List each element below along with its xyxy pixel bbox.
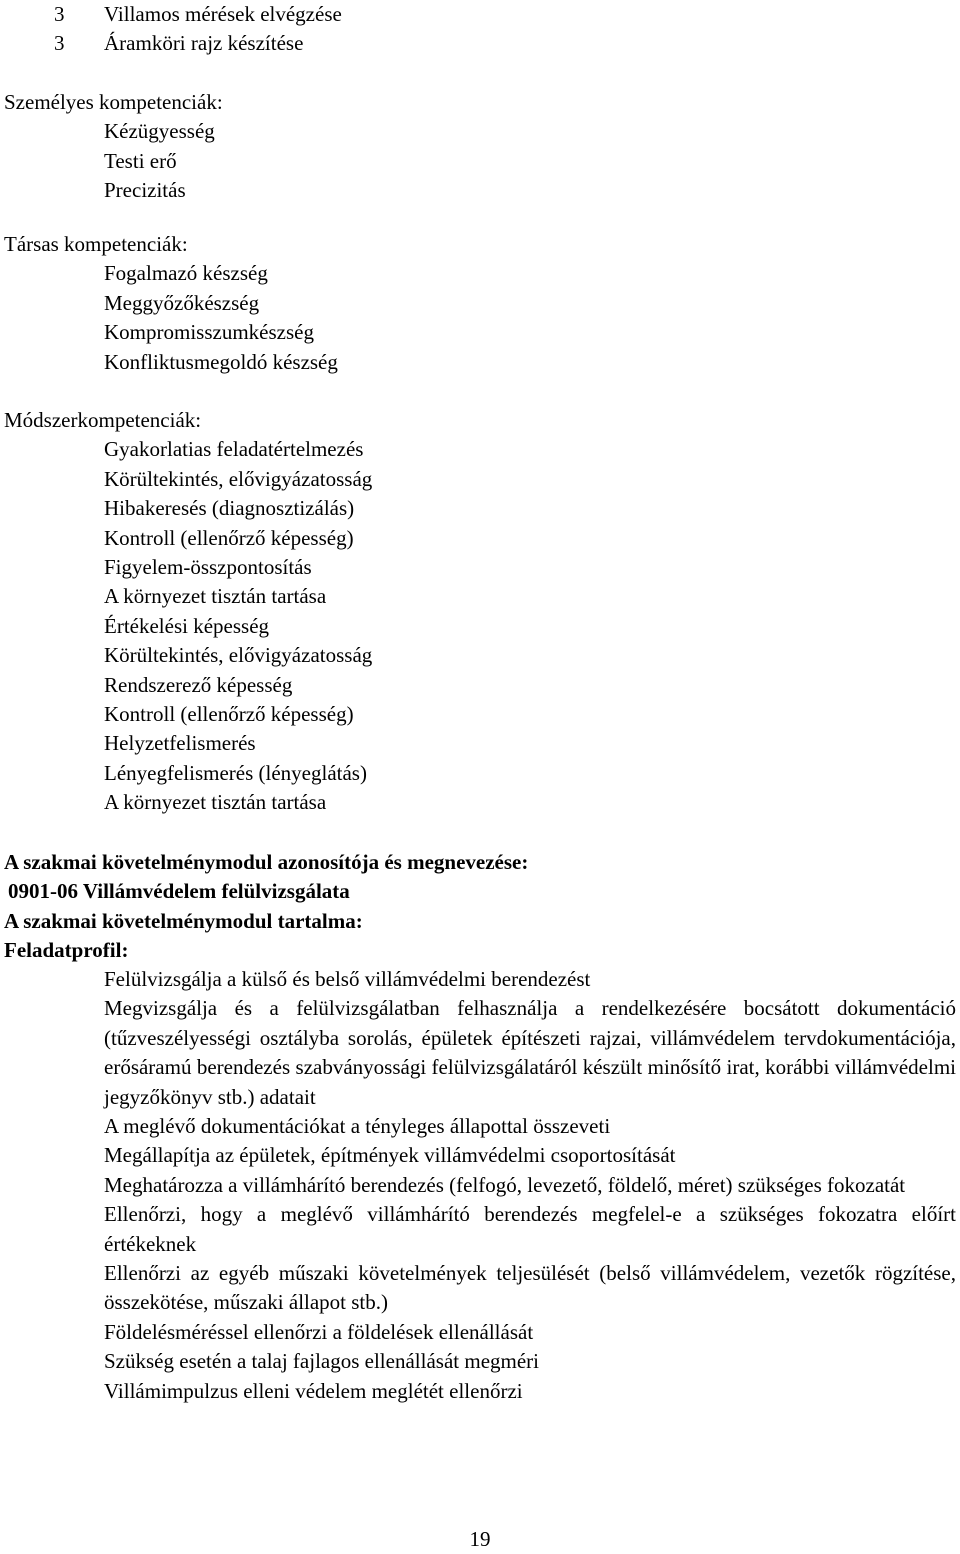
list-item: Fogalmazó készség (104, 261, 268, 286)
profile-item: Meghatározza a villámhárító berendezés (felfogó, levezető, földelő, méret) szükséges fokozatát (104, 1172, 906, 1197)
task-row (0, 29, 960, 58)
personal-competencies (0, 88, 960, 206)
section-heading: Módszerkompetenciák: (4, 408, 202, 432)
page-number: 19 (469, 1527, 491, 1551)
profile-item: Szükség esetén a talaj fajlagos ellenállását megméri (104, 1349, 539, 1374)
section-heading: Társas kompetenciák: (4, 232, 188, 256)
task-text: Áramköri rajz készítése (104, 31, 304, 56)
task-text: Villamos mérések elvégzése (104, 2, 342, 26)
list-item: Hibakeresés (diagnosztizálás) (104, 496, 355, 521)
profile-item: Felülvizsgálja a külső és belső villámvédelmi berendezést (104, 967, 591, 991)
task-level: 3 (54, 31, 65, 56)
list-item: Konfliktusmegoldó készség (104, 349, 338, 374)
profile-item: Ellenőrzi, hogy a meglévő villámhárító berendezés megfelel-e a szükséges fokozatra előírt értékeknek (104, 1202, 956, 1256)
list-item: Gyakorlatias feladatértelmezés (104, 437, 364, 462)
list-item: Kontroll (ellenőrző képesség) (104, 701, 354, 726)
module-content-heading: A szakmai követelménymodul tartalma: (4, 908, 363, 933)
profile-item: Villámimpulzus elleni védelem meglétét ellenőrzi (104, 1378, 523, 1403)
list-item: Kompromisszumkészség (104, 320, 314, 345)
task-profile-list (0, 965, 960, 1406)
list-item: Körültekintés, elővigyázatosság (104, 643, 373, 668)
list-item: Kézügyesség (104, 119, 215, 144)
list-item: Helyzetfelismerés (104, 731, 256, 756)
module-header (0, 848, 960, 966)
module-id-heading: A szakmai követelménymodul azonosítója és megnevezése: (4, 850, 529, 874)
list-item: Testi erő (104, 148, 177, 173)
section-heading: Személyes kompetenciák: (4, 90, 223, 114)
list-item: Lényegfelismerés (lényeglátás) (104, 760, 367, 785)
list-item: Értékelési képesség (104, 613, 270, 638)
list-item: Körültekintés, elővigyázatosság (104, 466, 373, 491)
task-row (0, 0, 960, 29)
profile-item: A meglévő dokumentációkat a tényleges állapottal összeveti (104, 1114, 611, 1139)
list-item: Kontroll (ellenőrző képesség) (104, 525, 354, 550)
method-competencies (0, 406, 960, 817)
list-item: Meggyőzőkészség (104, 290, 260, 315)
profile-item: Megvizsgálja és a felülvizsgálatban felhasználja a rendelkezésére bocsátott dokumentáció (tűzveszélyességi osztályba sorolás, épületek építészeti rajzai, villámvédelem tervdokumentációja, erősáramú berendezés szabványossági felülvizsgálatáról készült minősítő irat, korábbi villámvédelmi jegyzőkönyv stb.) adatait (104, 996, 956, 1109)
list-item: Figyelem-összpontosítás (104, 554, 312, 579)
task-list (0, 0, 960, 59)
task-level: 3 (54, 2, 65, 26)
list-item: Precizitás (104, 178, 186, 203)
list-item: A környezet tisztán tartása (104, 584, 327, 609)
profile-item: Földelésméréssel ellenőrzi a földelések ellenállását (104, 1319, 534, 1344)
profile-heading: Feladatprofil: (4, 938, 129, 963)
profile-item: Megállapítja az épületek, építmények villámvédelmi csoportosítását (104, 1143, 676, 1168)
profile-item: Ellenőrzi az egyéb műszaki követelmények teljesülését (belső villámvédelem, vezetők rögzítése, összekötése, műszaki állapot stb.) (104, 1261, 956, 1315)
list-item: A környezet tisztán tartása (104, 790, 327, 815)
module-id-value: 0901-06 Villámvédelem felülvizsgálata (8, 879, 350, 904)
list-item: Rendszerező képesség (104, 672, 293, 697)
social-competencies (0, 230, 960, 377)
